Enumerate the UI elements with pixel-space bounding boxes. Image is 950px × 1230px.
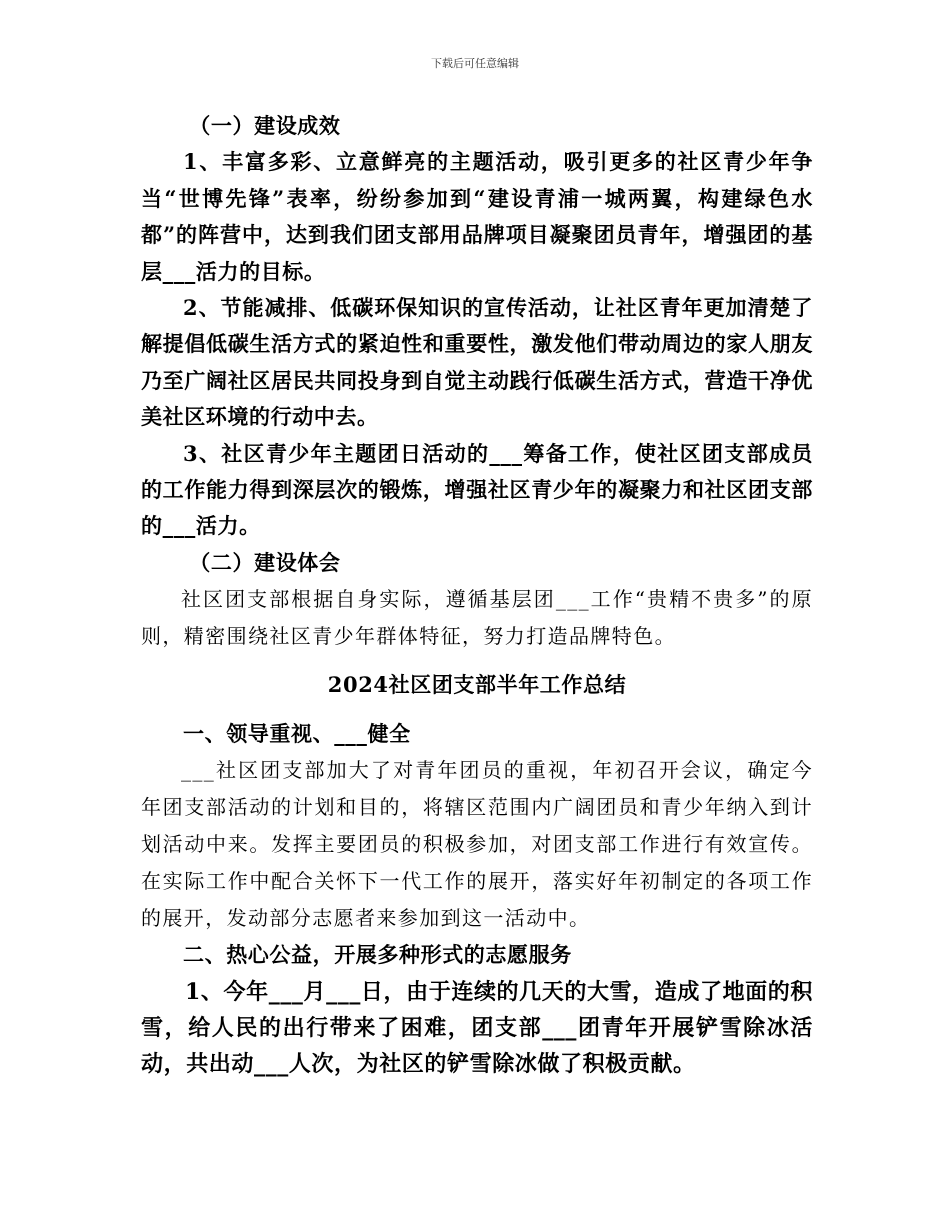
document-title: 2024社区团支部半年工作总结 [327, 672, 627, 698]
paragraph-2: 2、节能减排、低碳环保知识的宣传活动，让社区青年更加清楚了解提倡低碳生活方式的紧迫性和重要性，激发他们带动周边的家人朋友乃至广阔社区居民共同投身到自觉主动践行低碳生活方式，营造干净优美社区环境的行动中去。 [141, 295, 813, 430]
heading-a: 一、领导重视、___健全 [183, 720, 411, 746]
section2-heading: （二）建设体会 [189, 549, 341, 575]
paragraph-4: 社区团支部根据自身实际，遵循基层团___工作“贵精不贵多”的原则，精密围绕社区青少年群体特征，努力打造品牌特色。 [141, 587, 813, 649]
paragraph-1: 1、丰富多彩、立意鲜亮的主题活动，吸引更多的社区青少年争当“世博先锋”表率，纷纷参加到“建设青浦一城两翼，构建绿色水都”的阵营中，达到我们团支部用品牌项目凝聚团员青年，增强团的基层___活力的目标。 [141, 149, 813, 284]
paragraph-6: 1、今年___月___日，由于连续的几天的大雪，造成了地面的积雪，给人民的出行带来了困难，团支部___团青年开展铲雪除冰活动，共出动___人次，为社区的铲雪除冰做了积极贡献。 [141, 978, 813, 1078]
document-body [141, 108, 813, 1083]
section1-heading: （一）建设成效 [189, 113, 341, 138]
paragraph-3: 3、社区青少年主题团日活动的___筹备工作，使社区团支部成员的工作能力得到深层次的锻炼，增强社区青少年的凝聚力和社区团支部的___活力。 [141, 440, 813, 539]
paragraph-5: ___社区团支部加大了对青年团员的重视，年初召开会议，确定今年团支部活动的计划和目的，将辖区范围内广阔团员和青少年纳入到计划活动中来。发挥主要团员的积极参加，对团支部工作进行有效宣传。在实际工作中配合关怀下一代工作的展开，落实好年初制定的各项工作的展开，发动部分志愿者来参加到这一活动中。 [141, 758, 813, 931]
heading-b: 二、热心公益，开展多种形式的志愿服务 [183, 942, 572, 968]
header-note: 下载后可任意编辑 [431, 57, 519, 70]
